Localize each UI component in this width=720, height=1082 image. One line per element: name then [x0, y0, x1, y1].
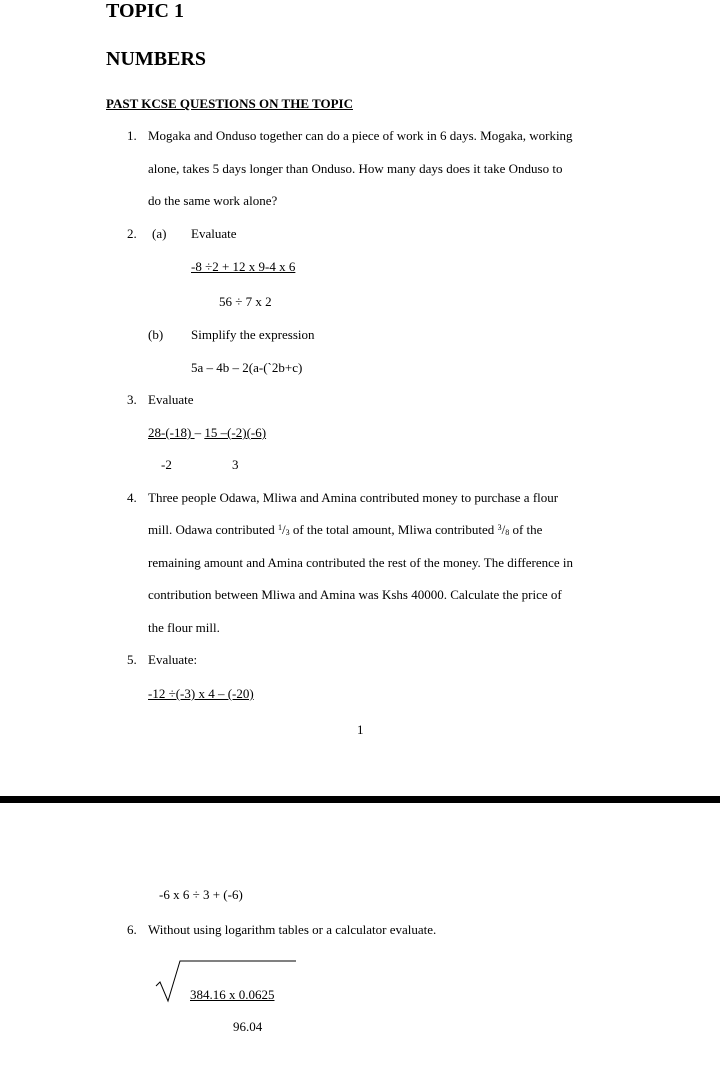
- q1-line-2: alone, takes 5 days longer than Onduso. How many days does it take Onduso to: [148, 161, 563, 176]
- q4-fraction-2-numerator: 3: [497, 523, 502, 532]
- q4-line-5: the flour mill.: [148, 620, 220, 635]
- q6-numerator: 384.16 x 0.0625: [190, 987, 275, 1002]
- topic-heading: TOPIC 1: [106, 0, 184, 22]
- q2b-expression: 5a – 4b – 2(a-(`2b+c): [191, 360, 303, 375]
- q4-line-1: Three people Odawa, Mliwa and Amina contributed money to purchase a flour: [148, 490, 559, 505]
- q2-number: 2.: [127, 226, 137, 241]
- q3-numerators: [148, 425, 266, 441]
- q3-text: Evaluate: [148, 392, 194, 407]
- q2a-label: (a): [152, 226, 167, 241]
- section-subtitle: PAST KCSE QUESTIONS ON THE TOPIC: [106, 96, 353, 111]
- q2a-text: Evaluate: [191, 226, 237, 241]
- q1-line-3: do the same work alone?: [148, 193, 278, 208]
- q4-line-4: contribution between Mliwa and Amina was Kshs 40000. Calculate the price of: [148, 587, 562, 602]
- q3-denominator-1: -2: [161, 457, 172, 472]
- q4-line-2: mill. Odawa contributed $^1/_3$ of the total amount, Mliwa contributed $^3/_8$ of the: [148, 522, 543, 537]
- page-break-divider: [0, 796, 720, 803]
- q5-text: Evaluate:: [148, 652, 198, 667]
- q4-fraction-1-numerator: 1: [277, 523, 282, 532]
- q6-number: 6.: [127, 922, 137, 937]
- q3-minus: –: [194, 425, 205, 440]
- q5-denominator: -6 x 6 ÷ 3 + (-6): [159, 887, 243, 902]
- q1-line-1: Mogaka and Onduso together can do a piece of work in 6 days. Mogaka, working: [148, 128, 573, 143]
- q4-line-2-text-c: of the: [509, 522, 543, 537]
- q6-denominator: 96.04: [233, 1019, 263, 1034]
- q4-number: 4.: [127, 490, 137, 505]
- q3-numerator-2: 15 –(-2)(-6): [204, 425, 267, 440]
- page-title: NUMBERS: [106, 48, 207, 70]
- q5-number: 5.: [127, 652, 137, 667]
- q4-fraction-1-denominator: 3: [285, 528, 290, 537]
- q4-line-2-text-a: mill. Odawa contributed: [148, 522, 278, 537]
- q4-fraction-2-denominator: 8: [505, 528, 510, 537]
- q2b-text: Simplify the expression: [191, 327, 315, 342]
- q3-denominator-2: 3: [232, 457, 239, 472]
- page-number: 1: [357, 722, 364, 737]
- q3-numerator-1: 28-(-18): [148, 425, 195, 440]
- q2a-denominator: 56 ÷ 7 x 2: [219, 294, 272, 309]
- q1-number: 1.: [127, 128, 137, 143]
- q4-line-2-text-b: of the total amount, Mliwa contributed: [289, 522, 498, 537]
- q2a-numerator: -8 ÷2 + 12 x 9-4 x 6: [191, 259, 296, 274]
- q4-line-3: remaining amount and Amina contributed the rest of the money. The difference in: [148, 555, 574, 570]
- q5-numerator: -12 ÷(-3) x 4 – (-20): [148, 686, 254, 701]
- q6-text: Without using logarithm tables or a calculator evaluate.: [148, 922, 437, 937]
- q2b-label: (b): [148, 327, 164, 342]
- q3-number: 3.: [127, 392, 137, 407]
